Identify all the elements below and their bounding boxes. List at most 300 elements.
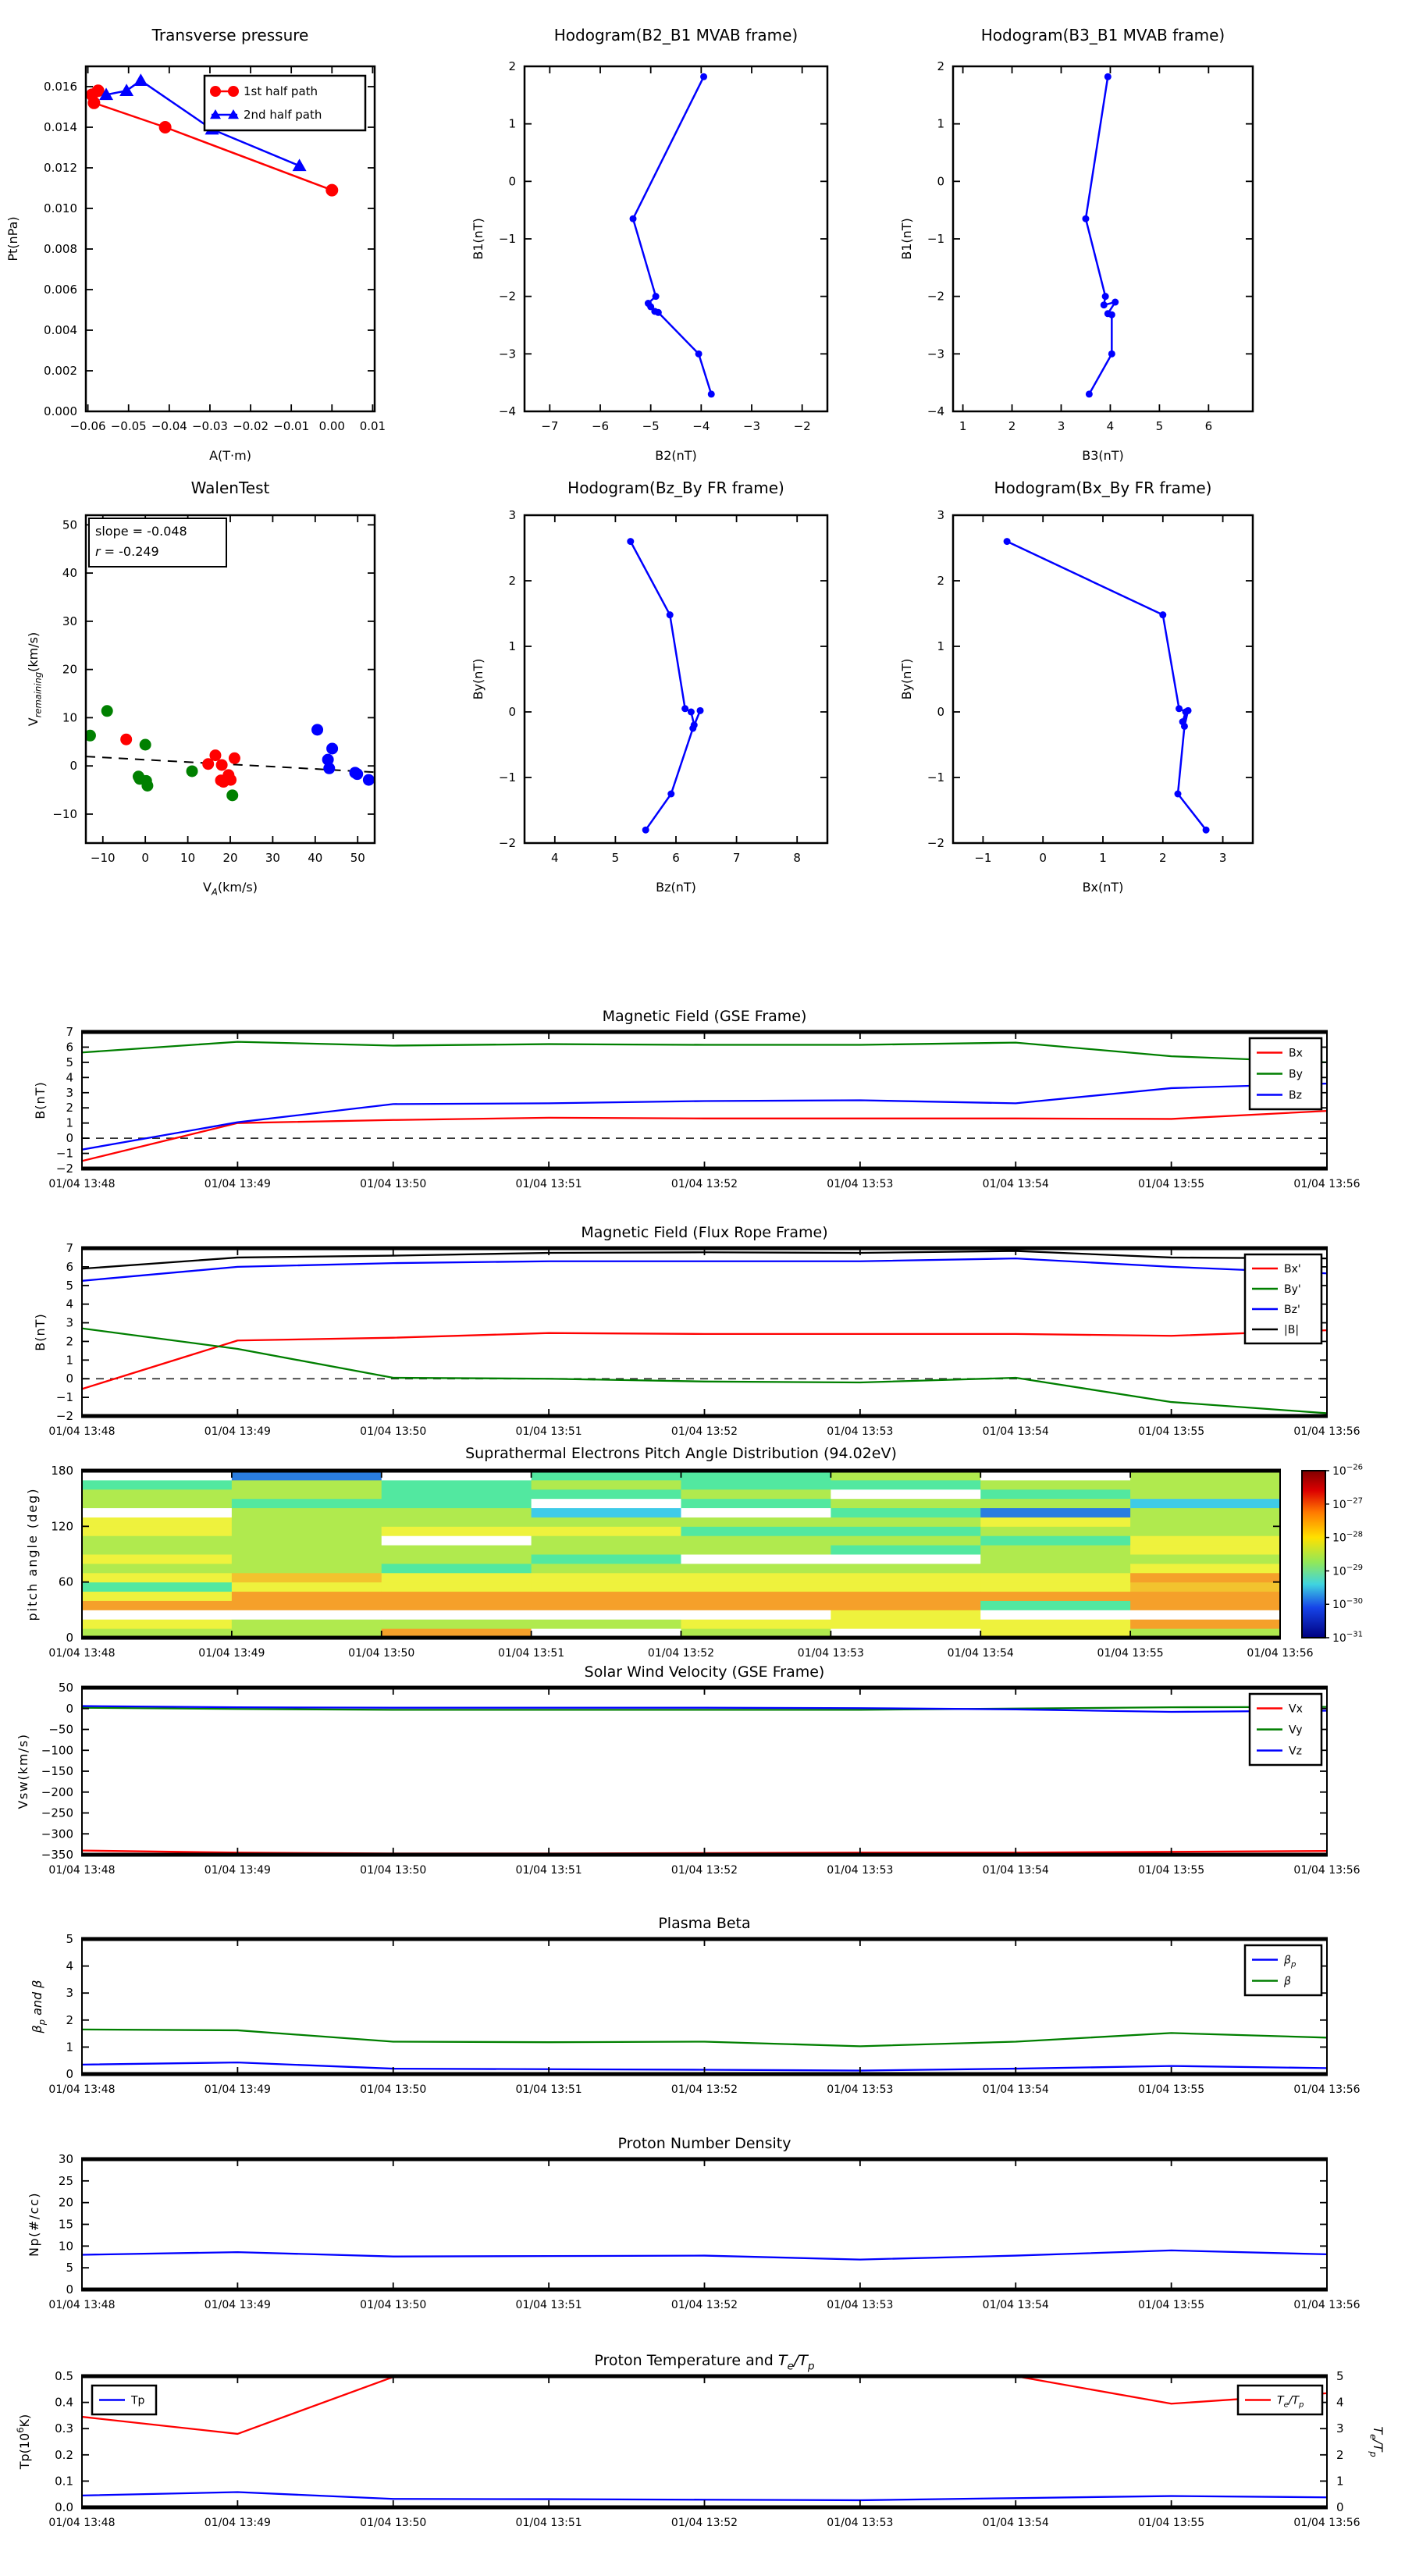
- svg-text:1: 1: [66, 1115, 73, 1130]
- heatmap-cell: [980, 1480, 1130, 1489]
- chart-mag-fr: [33, 1224, 1361, 1438]
- svg-text:7: 7: [66, 1025, 73, 1039]
- heatmap-cell: [382, 1480, 532, 1489]
- legend: [205, 76, 365, 130]
- svg-text:−10: −10: [52, 806, 77, 821]
- scatter-point-outbound: [351, 768, 363, 780]
- dot-marker: [1159, 611, 1166, 618]
- scatter-point-inbound: [187, 765, 198, 777]
- scatter-point-center: [209, 749, 221, 761]
- svg-text:01/04 13:50: 01/04 13:50: [360, 2083, 427, 2096]
- heatmap-cell: [980, 1610, 1130, 1619]
- heatmap-cell: [681, 1619, 831, 1628]
- legend: [1250, 1694, 1321, 1765]
- plot-area: [630, 73, 715, 398]
- svg-text:01/04 13:50: 01/04 13:50: [360, 1425, 427, 1438]
- svg-text:0.016: 0.016: [44, 80, 77, 94]
- heatmap-cell: [382, 1508, 532, 1517]
- svg-text:01/04 13:53: 01/04 13:53: [827, 1864, 894, 1877]
- svg-text:01/04 13:48: 01/04 13:48: [48, 1864, 116, 1877]
- svg-text:3: 3: [66, 1315, 73, 1330]
- heatmap-cell: [1130, 1564, 1280, 1573]
- heatmap-cell: [831, 1619, 980, 1628]
- svg-text:2nd half path: 2nd half path: [244, 108, 322, 122]
- svg-text:6: 6: [66, 1040, 73, 1055]
- svg-text:01/04 13:53: 01/04 13:53: [797, 1647, 864, 1660]
- axis-ticks: [48, 2369, 1360, 2529]
- axes-frame: [82, 2376, 1327, 2507]
- svg-text:01/04 13:48: 01/04 13:48: [48, 2083, 116, 2096]
- scatter-point-outbound: [323, 763, 335, 774]
- legend: [1238, 2386, 1322, 2414]
- svg-text:0.014: 0.014: [44, 120, 77, 134]
- dot-marker: [697, 707, 704, 714]
- axes-frame: [82, 1688, 1327, 1855]
- heatmap-cell: [532, 1535, 681, 1545]
- scatter-point-inbound: [140, 739, 151, 751]
- y-axis-label: pitch angle (deg): [25, 1487, 40, 1621]
- svg-text:2: 2: [1159, 851, 1167, 865]
- chart-hodogram-b3-b1: [899, 26, 1253, 463]
- svg-text:5: 5: [66, 1055, 73, 1069]
- heatmap-cell: [980, 1619, 1130, 1628]
- triangle-marker: [119, 84, 133, 96]
- heatmap-cell: [232, 1600, 382, 1610]
- heatmap-cell: [382, 1489, 532, 1499]
- chart-plasma-beta: [30, 1915, 1361, 2096]
- heatmap-cell: [980, 1499, 1130, 1508]
- svg-text:01/04 13:48: 01/04 13:48: [48, 1425, 116, 1438]
- heatmap-cell: [681, 1573, 831, 1582]
- heatmap-cell: [382, 1582, 532, 1592]
- plot-title: Magnetic Field (GSE Frame): [602, 1008, 807, 1025]
- dot-marker: [1102, 293, 1109, 300]
- svg-text:2: 2: [66, 1101, 73, 1115]
- heatmap-cell: [382, 1545, 532, 1554]
- heatmap-cell: [382, 1573, 532, 1582]
- svg-text:50: 50: [350, 851, 365, 865]
- heatmap-cell: [82, 1480, 232, 1489]
- svg-text:−2: −2: [55, 1162, 73, 1176]
- svg-text:−250: −250: [41, 1806, 73, 1820]
- svg-text:10−27: $10^{-27}$: [1332, 1496, 1364, 1511]
- svg-text:Bx': Bx': [1284, 1263, 1301, 1276]
- svg-text:2: 2: [508, 574, 516, 588]
- heatmap-cell: [232, 1592, 382, 1601]
- y-axis-label: B(nT): [33, 1313, 48, 1351]
- heatmap-cell: [232, 1535, 382, 1545]
- heatmap-cell: [980, 1535, 1130, 1545]
- heatmap-cell: [232, 1526, 382, 1535]
- series-hodogram: [1086, 76, 1115, 394]
- svg-text:10−28: $10^{-28}$: [1332, 1530, 1364, 1545]
- svg-text:2: 2: [66, 1334, 73, 1349]
- svg-text:−2: −2: [793, 419, 811, 433]
- svg-text:Vy: Vy: [1289, 1724, 1303, 1737]
- svg-text:1: 1: [66, 1353, 73, 1368]
- heatmap-cell: [232, 1545, 382, 1554]
- svg-text:01/04 13:50: 01/04 13:50: [360, 1178, 427, 1190]
- heatmap-cell: [232, 1610, 382, 1619]
- axis-ticks: [499, 508, 827, 865]
- heatmap-cell: [382, 1610, 532, 1619]
- series-Bz: [82, 1083, 1327, 1150]
- heatmap-cell: [681, 1535, 831, 1545]
- svg-text:8: 8: [793, 851, 801, 865]
- svg-text:0.0: 0.0: [55, 2500, 73, 2514]
- svg-text:4: 4: [1106, 419, 1115, 433]
- svg-text:5: 5: [66, 2261, 73, 2275]
- svg-text:01/04 13:55: 01/04 13:55: [1138, 2517, 1205, 2529]
- svg-text:01/04 13:48: 01/04 13:48: [48, 1178, 116, 1190]
- svg-text:01/04 13:50: 01/04 13:50: [348, 1647, 415, 1660]
- svg-text:−1: −1: [927, 232, 944, 246]
- scatter-point-outbound: [326, 742, 338, 754]
- svg-text:7: 7: [66, 1241, 73, 1255]
- svg-text:−350: −350: [41, 1848, 73, 1862]
- scatter-point-inbound: [101, 705, 113, 717]
- svg-text:01/04 13:49: 01/04 13:49: [204, 1864, 271, 1877]
- plot-title: WalenTest: [190, 479, 270, 497]
- svg-text:01/04 13:49: 01/04 13:49: [204, 1178, 271, 1190]
- plot-title: Hodogram(Bz_By FR frame): [567, 479, 784, 497]
- axes-frame: [953, 66, 1253, 411]
- heatmap-cell: [82, 1582, 232, 1592]
- svg-text:20: 20: [62, 662, 77, 677]
- plot-title: Magnetic Field (Flux Rope Frame): [581, 1224, 828, 1241]
- svg-text:−3: −3: [742, 419, 761, 433]
- plot-area: [82, 1706, 1327, 1854]
- svg-text:2: 2: [937, 574, 944, 588]
- svg-text:01/04 13:51: 01/04 13:51: [515, 1425, 582, 1438]
- svg-text:0: 0: [1039, 851, 1047, 865]
- svg-text:1: 1: [937, 116, 944, 131]
- heatmap-cell: [980, 1582, 1130, 1592]
- svg-text:5: 5: [66, 1278, 73, 1293]
- heatmap-cell: [681, 1545, 831, 1554]
- plot-area: [82, 1042, 1327, 1162]
- svg-text:Bz': Bz': [1284, 1304, 1300, 1316]
- heatmap-cell: [1130, 1489, 1280, 1499]
- heatmap-cell: [82, 1517, 232, 1526]
- chart-pad-heatmap: [25, 1445, 1363, 1660]
- axis-ticks: [927, 508, 1253, 865]
- y-axis-label-right: $T_e/T_p$: [1368, 2426, 1385, 2457]
- heatmap-cell: [232, 1499, 382, 1508]
- svg-text:01/04 13:49: 01/04 13:49: [204, 2083, 271, 2096]
- heatmap-cell: [1130, 1545, 1280, 1554]
- svg-text:15: 15: [58, 2217, 73, 2232]
- svg-text:−7: −7: [541, 419, 559, 433]
- axes-frame: [953, 515, 1253, 843]
- dot-marker: [1108, 350, 1115, 358]
- svg-text:20: 20: [58, 2195, 73, 2210]
- plot-area: [82, 1251, 1327, 1414]
- heatmap-cell: [532, 1600, 681, 1610]
- svg-text:01/04 13:52: 01/04 13:52: [670, 1864, 738, 1877]
- plot-area: [84, 705, 375, 801]
- svg-text:−2: −2: [927, 836, 944, 850]
- svg-text:5: 5: [611, 851, 620, 865]
- chart-hodogram-bx-by: [899, 479, 1253, 895]
- svg-text:−150: −150: [41, 1764, 73, 1778]
- heatmap-cell: [831, 1489, 980, 1499]
- heatmap-cell: [232, 1564, 382, 1573]
- heatmap-cell: [980, 1573, 1130, 1582]
- svg-text:01/04 13:49: 01/04 13:49: [204, 1425, 271, 1438]
- heatmap-cell: [82, 1554, 232, 1564]
- svg-text:01/04 13:56: 01/04 13:56: [1293, 2083, 1361, 2096]
- svg-text:0.010: 0.010: [44, 201, 77, 215]
- y-axis-label: $Tp(10^6K)$: [14, 2414, 32, 2470]
- svg-text:1st half path: 1st half path: [244, 84, 318, 98]
- svg-text:01/04 13:51: 01/04 13:51: [515, 1864, 582, 1877]
- heatmap-cell: [980, 1517, 1130, 1526]
- svg-text:|B|: |B|: [1284, 1324, 1300, 1336]
- svg-text:01/04 13:53: 01/04 13:53: [827, 2517, 894, 2529]
- svg-text:−300: −300: [41, 1827, 73, 1841]
- heatmap-cell: [831, 1480, 980, 1489]
- svg-text:5: 5: [1336, 2369, 1344, 2383]
- svg-text:01/04 13:53: 01/04 13:53: [827, 2083, 894, 2096]
- heatmap-cell: [382, 1526, 532, 1535]
- svg-text:01/04 13:56: 01/04 13:56: [1293, 1425, 1361, 1438]
- y-axis-label: By(nT): [899, 658, 914, 700]
- svg-text:0.01: 0.01: [359, 419, 386, 433]
- series-By: [82, 1042, 1327, 1062]
- dot-marker: [630, 215, 637, 222]
- axis-ticks: [48, 2152, 1360, 2311]
- svg-text:01/04 13:55: 01/04 13:55: [1097, 1647, 1164, 1660]
- svg-text:1: 1: [1099, 851, 1107, 865]
- dot-marker: [642, 827, 649, 834]
- svg-text:2: 2: [1008, 419, 1016, 433]
- heatmap-cell: [980, 1545, 1130, 1554]
- svg-text:01/04 13:55: 01/04 13:55: [1138, 1864, 1205, 1877]
- svg-text:01/04 13:50: 01/04 13:50: [360, 1864, 427, 1877]
- heatmap-cell: [831, 1564, 980, 1573]
- svg-text:01/04 13:56: 01/04 13:56: [1293, 1864, 1361, 1877]
- dot-marker: [1101, 301, 1108, 308]
- svg-text:01/04 13:49: 01/04 13:49: [204, 2299, 271, 2311]
- svg-text:−50: −50: [48, 1722, 73, 1737]
- svg-text:−2: −2: [55, 1409, 73, 1423]
- heatmap-cell: [980, 1592, 1130, 1601]
- heatmap-cell: [681, 1517, 831, 1526]
- svg-text:1: 1: [937, 639, 944, 653]
- svg-text:0.1: 0.1: [55, 2474, 73, 2489]
- svg-text:0.006: 0.006: [44, 283, 77, 297]
- plot-area: [82, 1471, 1281, 1638]
- svg-text:−3: −3: [498, 347, 516, 361]
- heatmap-cell: [681, 1508, 831, 1517]
- svg-text:3: 3: [937, 508, 944, 522]
- heatmap-cell: [382, 1619, 532, 1628]
- heatmap-cell: [1130, 1610, 1280, 1619]
- svg-text:1: 1: [508, 639, 516, 653]
- plot-title: Hodogram(Bx_By FR frame): [994, 479, 1212, 497]
- svg-text:1: 1: [66, 2040, 73, 2055]
- circle-marker: [228, 86, 239, 97]
- svg-text:01/04 13:55: 01/04 13:55: [1138, 2299, 1205, 2311]
- y-axis-label: By(nT): [471, 658, 486, 700]
- heatmap-cell: [532, 1508, 681, 1517]
- svg-text:0.5: 0.5: [55, 2369, 73, 2383]
- svg-text:−2: −2: [498, 289, 516, 304]
- svg-text:Te/Tp: $T_e/T_p$: [1277, 2394, 1304, 2410]
- heatmap-cell: [831, 1582, 980, 1592]
- svg-text:10: 10: [58, 2239, 73, 2254]
- heatmap-cell: [532, 1554, 681, 1564]
- plot-title: Plasma Beta: [658, 1915, 751, 1932]
- heatmap-cell: [980, 1600, 1130, 1610]
- heatmap-cell: [82, 1592, 232, 1601]
- svg-text:01/04 13:48: 01/04 13:48: [48, 2517, 116, 2529]
- svg-text:0: 0: [937, 705, 944, 719]
- heatmap-cell: [1130, 1582, 1280, 1592]
- heatmap-cell: [232, 1554, 382, 1564]
- x-axis-label: B3(nT): [1082, 448, 1124, 463]
- svg-text:−2: −2: [927, 289, 944, 304]
- svg-text:−0.03: −0.03: [191, 419, 228, 433]
- svg-text:01/04 13:56: 01/04 13:56: [1247, 1647, 1314, 1660]
- axes-frame: [525, 66, 827, 411]
- heatmap-cell: [980, 1554, 1130, 1564]
- x-axis-label: $V_A(km/s)$: [203, 880, 258, 898]
- svg-text:30: 30: [58, 2152, 73, 2166]
- chart-proton-temperature: [15, 2352, 1385, 2529]
- svg-text:10: 10: [180, 851, 196, 865]
- svg-text:01/04 13:52: 01/04 13:52: [670, 2517, 738, 2529]
- svg-text:0: 0: [508, 174, 516, 189]
- svg-text:0.3: 0.3: [55, 2421, 73, 2436]
- heatmap-cell: [532, 1480, 681, 1489]
- svg-text:Bx: Bx: [1289, 1047, 1303, 1060]
- svg-text:−0.04: −0.04: [151, 419, 187, 433]
- dot-marker: [627, 538, 634, 545]
- axes-frame: [82, 2159, 1327, 2290]
- x-axis-label: A(T·m): [209, 448, 251, 463]
- svg-text:01/04 13:49: 01/04 13:49: [204, 2517, 271, 2529]
- svg-text:10−26: $10^{-26}$: [1332, 1463, 1364, 1478]
- svg-text:−0.02: −0.02: [233, 419, 269, 433]
- dot-marker: [1086, 390, 1093, 397]
- heatmap-cell: [1130, 1480, 1280, 1489]
- heatmap-cell: [681, 1480, 831, 1489]
- svg-text:01/04 13:55: 01/04 13:55: [1138, 2083, 1205, 2096]
- plot-area: [627, 538, 703, 834]
- svg-text:3: 3: [66, 1986, 73, 2001]
- chart-transverse-pressure: [5, 26, 386, 463]
- svg-text:0.00: 0.00: [318, 419, 345, 433]
- heatmap-cell: [232, 1517, 382, 1526]
- heatmap-cell: [980, 1564, 1130, 1573]
- svg-text:Tp: Tp: [131, 2394, 145, 2407]
- svg-text:4: 4: [1336, 2395, 1344, 2410]
- heatmap-cell: [681, 1499, 831, 1508]
- dot-marker: [681, 705, 688, 712]
- svg-text:01/04 13:51: 01/04 13:51: [515, 2517, 582, 2529]
- chart-hodogram-bz-by: [471, 479, 827, 895]
- series-Np: [82, 2250, 1327, 2260]
- heatmap-cell: [82, 1499, 232, 1508]
- svg-text:2: 2: [937, 59, 944, 73]
- heatmap-cell: [980, 1508, 1130, 1517]
- heatmap-cell: [1130, 1499, 1280, 1508]
- svg-text:−3: −3: [927, 347, 944, 361]
- heatmap-cell: [681, 1564, 831, 1573]
- scatter-point-inbound: [141, 780, 153, 792]
- svg-text:0: 0: [1336, 2500, 1344, 2514]
- svg-text:−6: −6: [591, 419, 610, 433]
- svg-text:−1: −1: [498, 770, 516, 785]
- svg-text:2: 2: [508, 59, 516, 73]
- svg-text:10−30: $10^{-30}$: [1332, 1596, 1364, 1612]
- svg-text:slope = -0.048: slope = -0.048: [95, 524, 187, 539]
- svg-text:10: 10: [62, 710, 77, 725]
- heatmap-cell: [382, 1564, 532, 1573]
- plot-title: Proton Temperature and $T_e/T_p$: [594, 2352, 815, 2373]
- svg-text:50: 50: [58, 1681, 73, 1695]
- legend: [1245, 1945, 1321, 1995]
- svg-text:01/04 13:53: 01/04 13:53: [827, 2299, 894, 2311]
- plot-area: [1082, 73, 1119, 398]
- circle-marker: [210, 86, 221, 97]
- svg-text:01/04 13:54: 01/04 13:54: [982, 1178, 1049, 1190]
- svg-text:−0.06: −0.06: [69, 419, 106, 433]
- heatmap-cell: [831, 1600, 980, 1610]
- svg-text:20: 20: [222, 851, 238, 865]
- dot-marker: [653, 293, 660, 300]
- svg-text:−100: −100: [41, 1743, 73, 1758]
- heatmap-cell: [681, 1610, 831, 1619]
- plot-title: Suprathermal Electrons Pitch Angle Distribution (94.02eV): [465, 1445, 897, 1462]
- svg-text:01/04 13:50: 01/04 13:50: [360, 2517, 427, 2529]
- triangle-marker: [133, 73, 148, 86]
- svg-text:0: 0: [66, 1631, 73, 1645]
- heatmap-cell: [82, 1600, 232, 1610]
- scatter-point-center: [225, 774, 237, 786]
- svg-text:6: 6: [1204, 419, 1213, 433]
- heatmap-cell: [1130, 1517, 1280, 1526]
- svg-text:40: 40: [62, 566, 77, 581]
- heatmap-cell: [831, 1526, 980, 1535]
- scatter-point-inbound: [226, 789, 238, 801]
- svg-text:0.004: 0.004: [44, 323, 77, 337]
- y-axis-label: B1(nT): [899, 218, 914, 260]
- svg-text:01/04 13:51: 01/04 13:51: [498, 1647, 565, 1660]
- svg-text:−2: −2: [498, 836, 516, 850]
- scatter-point-center: [120, 734, 132, 745]
- heatmap-cell: [831, 1517, 980, 1526]
- svg-text:01/04 13:52: 01/04 13:52: [670, 2299, 738, 2311]
- svg-text:Bz: Bz: [1289, 1089, 1302, 1102]
- svg-text:−0.05: −0.05: [110, 419, 147, 433]
- svg-text:β: β: [1284, 1975, 1291, 1988]
- svg-text:01/04 13:52: 01/04 13:52: [670, 1425, 738, 1438]
- svg-text:01/04 13:56: 01/04 13:56: [1293, 1178, 1361, 1190]
- svg-text:1: 1: [959, 419, 967, 433]
- heatmap-cell: [681, 1600, 831, 1610]
- svg-text:Vx: Vx: [1289, 1703, 1303, 1716]
- heatmap-cell: [82, 1610, 232, 1619]
- svg-text:01/04 13:48: 01/04 13:48: [48, 2299, 116, 2311]
- heatmap-cell: [1130, 1535, 1280, 1545]
- y-axis-label: $V_{remaining}(km/s)$: [26, 632, 44, 727]
- axes-frame: [525, 515, 827, 843]
- svg-text:01/04 13:55: 01/04 13:55: [1138, 1178, 1205, 1190]
- svg-text:4: 4: [66, 1070, 73, 1085]
